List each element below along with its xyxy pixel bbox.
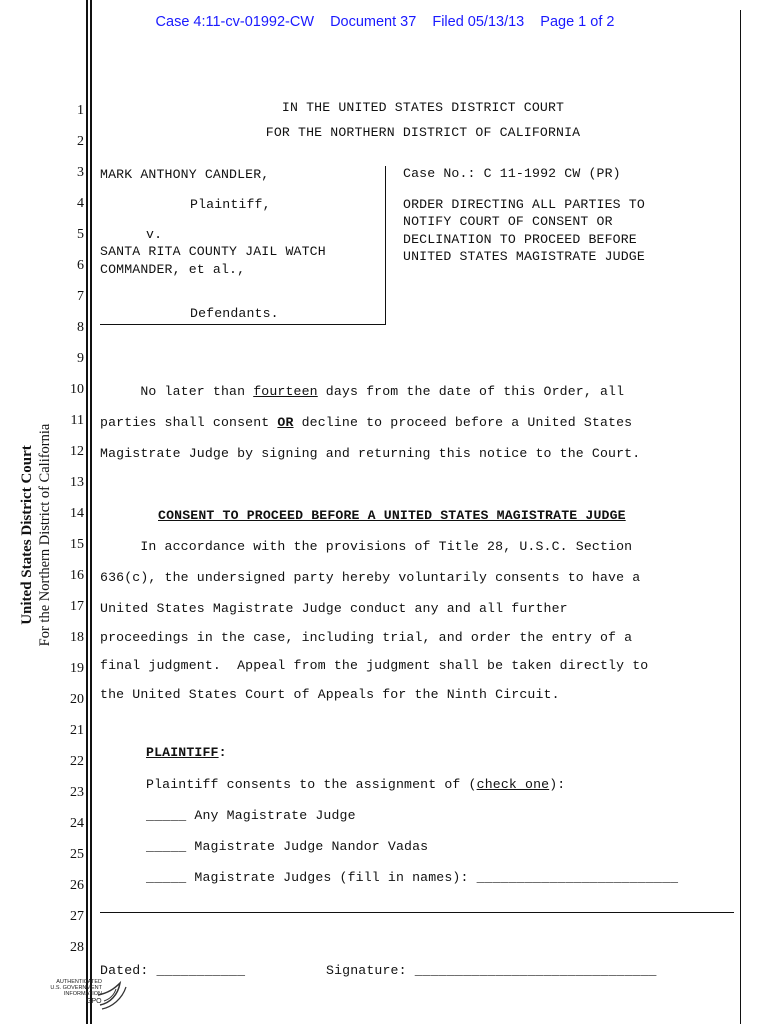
line-number: 13 [70, 475, 84, 490]
left-margin-rule [86, 0, 88, 1024]
court-sidebar [18, 424, 54, 647]
emphasis-fourteen: fourteen [253, 384, 318, 399]
order-title-line: DECLINATION TO PROCEED BEFORE [403, 232, 637, 247]
filed-date: Filed 05/13/13 [432, 14, 525, 30]
gpo-authentication-logo [42, 975, 132, 1015]
consent-line: the United States Court of Appeals for the Ninth Circuit. [100, 687, 560, 702]
line-number: 23 [70, 785, 84, 800]
line-number: 28 [70, 940, 84, 955]
sidebar-court-name: United States District Court [19, 445, 35, 625]
line-number: 25 [70, 847, 84, 862]
line-number: 20 [70, 692, 84, 707]
left-margin-rule-inner [90, 0, 92, 1024]
line-number: 24 [70, 816, 84, 831]
line-number: 10 [70, 382, 84, 397]
line-number: 6 [77, 258, 84, 273]
logo-text-line: INFORMATION [63, 991, 102, 997]
line-number: 4 [77, 196, 84, 211]
page-indicator: Page 1 of 2 [540, 14, 615, 30]
fill-in-continuation-line[interactable] [100, 912, 734, 913]
plaintiff-heading-colon: : [218, 745, 227, 760]
consent-line: In accordance with the provisions of Title 28, U.S.C. Section [100, 539, 633, 554]
plaintiff-label: Plaintiff, [190, 197, 271, 212]
consent-line: final judgment. Appeal from the judgment shall be taken directly to [100, 658, 649, 673]
line-number: 27 [70, 909, 84, 924]
case-no: Case No.: C 11-1992 CW (PR) [403, 166, 621, 181]
line-number: 3 [77, 165, 84, 180]
consent-line: proceedings in the case, including trial, and order the entry of a [100, 630, 633, 645]
plaintiff-consents-line [146, 777, 565, 792]
line-number: 19 [70, 661, 84, 676]
line-number: 26 [70, 878, 84, 893]
plaintiff-heading [146, 745, 227, 760]
line-number: 2 [77, 134, 84, 149]
line-number: 21 [70, 723, 84, 738]
consent-line: 636(c), the undersigned party hereby voluntarily consents to have a [100, 570, 641, 585]
line-number: 7 [77, 289, 84, 304]
body-text: days from the date of this Order, all [317, 384, 625, 399]
body-text: Plaintiff consents to the assignment of ( [146, 777, 477, 792]
line-number: 8 [77, 320, 84, 335]
plaintiff-name: MARK ANTHONY CANDLER, [100, 167, 270, 182]
order-title-line: UNITED STATES MAGISTRATE JUDGE [403, 249, 645, 264]
option-fill-in-names[interactable]: _____ Magistrate Judges (fill in names): _________________________ [146, 870, 679, 885]
body-text: ): [549, 777, 566, 792]
line-number: 18 [70, 630, 84, 645]
plaintiff-heading-text: PLAINTIFF [146, 745, 219, 760]
logo-text-line: U.S. GOVERNMENT [50, 985, 102, 991]
line-number: 22 [70, 754, 84, 769]
line-number: 12 [70, 444, 84, 459]
line-number: 5 [77, 227, 84, 242]
line-number: 16 [70, 568, 84, 583]
order-title-line: ORDER DIRECTING ALL PARTIES TO [403, 197, 645, 212]
court-district: FOR THE NORTHERN DISTRICT OF CALIFORNIA [265, 125, 581, 140]
order-title-line: NOTIFY COURT OF CONSENT OR [403, 214, 613, 229]
line-number: 15 [70, 537, 84, 552]
dated-field[interactable]: Dated: ___________ [100, 963, 246, 978]
case-header [0, 14, 770, 30]
line-number: 9 [77, 351, 84, 366]
emphasis-or: OR [277, 415, 294, 430]
signature-field[interactable]: Signature: ______________________________ [326, 963, 657, 978]
option-any-magistrate[interactable]: _____ Any Magistrate Judge [146, 808, 356, 823]
line-number: 17 [70, 599, 84, 614]
body-line [100, 415, 632, 430]
consent-line: United States Magistrate Judge conduct any and all further [100, 601, 568, 616]
gpo-label: GPO [86, 998, 102, 1005]
eagle-icon [92, 975, 132, 1015]
line-number: 11 [70, 413, 84, 428]
defendants-label: Defendants. [190, 306, 279, 321]
body-line: Magistrate Judge by signing and returning this notice to the Court. [100, 446, 641, 461]
body-text: decline to proceed before a United States [293, 415, 633, 430]
right-margin-rule [740, 10, 741, 1024]
body-text: No later than [100, 384, 254, 399]
body-line [100, 384, 624, 399]
body-text: parties shall consent [100, 415, 278, 430]
logo-text-line: AUTHENTICATED [56, 979, 102, 985]
line-number: 14 [70, 506, 84, 521]
case-number: Case 4:11-cv-01992-CW [155, 14, 315, 30]
check-one-emphasis: check one [476, 777, 550, 792]
court-title: IN THE UNITED STATES DISTRICT COURT [281, 100, 565, 115]
defendant-name-line1: SANTA RITA COUNTY JAIL WATCH [100, 244, 326, 259]
defendant-name-line2: COMMANDER, et al., [100, 262, 246, 277]
document-number: Document 37 [330, 14, 417, 30]
consent-heading: CONSENT TO PROCEED BEFORE A UNITED STATES MAGISTRATE JUDGE [158, 508, 626, 523]
sidebar-district: For the Northern District of California [37, 423, 53, 647]
option-judge-vadas[interactable]: _____ Magistrate Judge Nandor Vadas [146, 839, 429, 854]
versus: v. [146, 227, 163, 242]
line-number: 1 [77, 103, 84, 118]
